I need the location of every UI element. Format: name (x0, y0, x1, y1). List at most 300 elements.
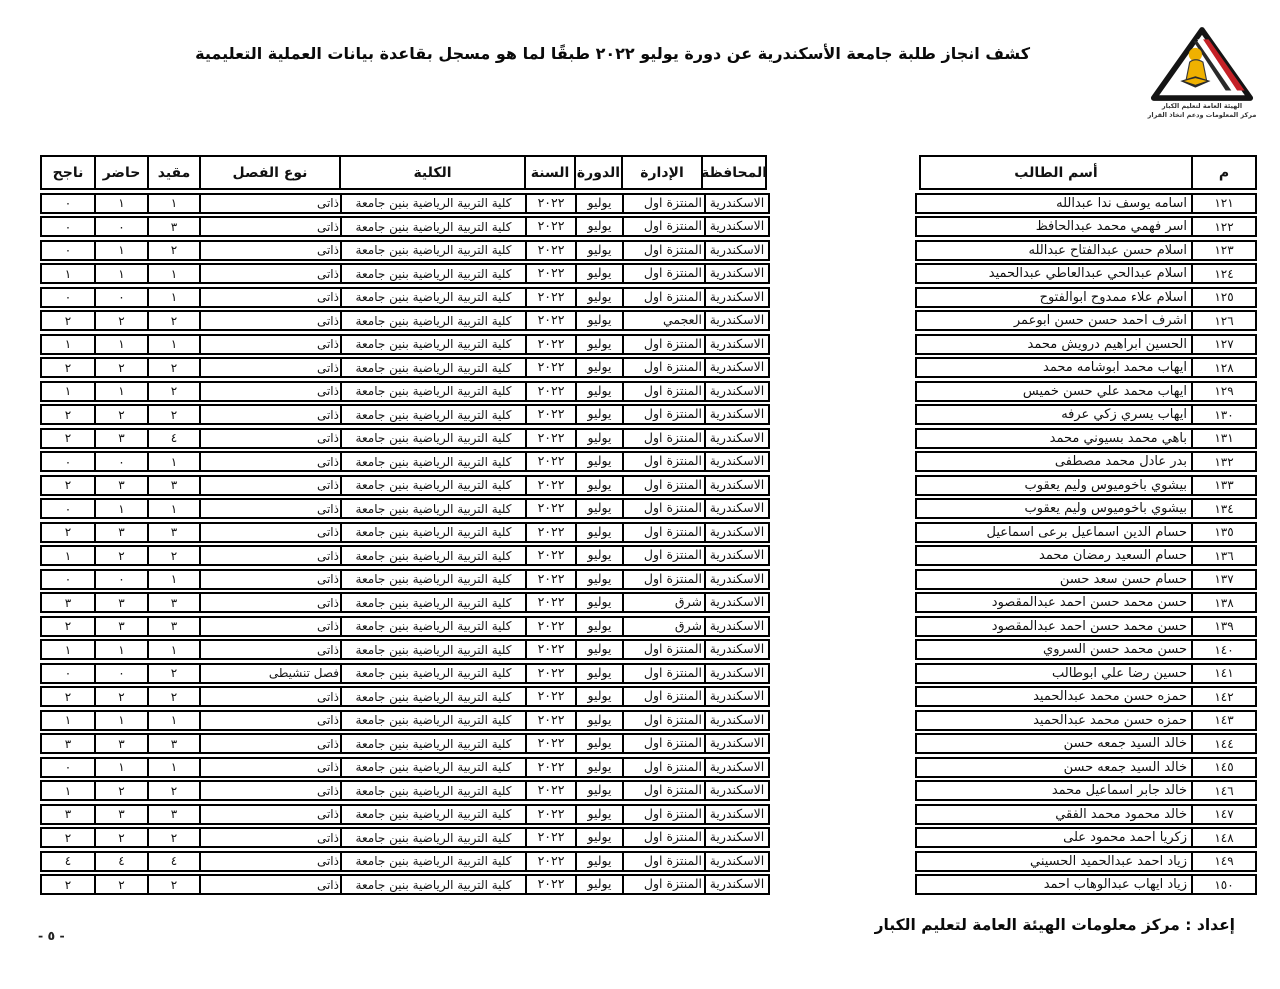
cell-governorate: الاسكندرية (709, 406, 765, 422)
cell-class-type: ذاتى (201, 735, 342, 752)
cell-enrolled: ٣ (149, 806, 201, 823)
adult-education-authority-logo-icon (1144, 26, 1260, 102)
cell-attended: ٢ (96, 359, 149, 376)
cell-row-number: ١٣٤ (1214, 501, 1234, 516)
cell-enrolled: ١ (149, 289, 201, 306)
cell-session: يوليو (577, 641, 624, 658)
row-group-details (40, 522, 770, 543)
cell-passed: ٠ (42, 242, 96, 259)
cell-college: كلية التربية الرياضية بنين جامعة (342, 242, 527, 259)
row-group-details (40, 639, 770, 660)
cell-college: كلية التربية الرياضية بنين جامعة (342, 477, 527, 494)
table-row (40, 451, 1257, 472)
row-group-id-name (915, 498, 1257, 519)
cell-year: ٢٠٢٢ (527, 195, 577, 212)
row-group-id-name (915, 334, 1257, 355)
cell-session: يوليو (577, 265, 624, 282)
row-group-id-name (915, 310, 1257, 331)
cell-passed: ٠ (42, 665, 96, 682)
cell-governorate: الاسكندرية (709, 711, 765, 727)
row-group-details (40, 451, 770, 472)
cell-class-type: ذاتى (201, 477, 342, 494)
cell-row-number: ١٥٠ (1214, 877, 1234, 892)
hidden-column-spacer (770, 334, 915, 355)
cell-administration: المنتزة اول (624, 477, 706, 494)
report-title: كشف انجاز طلبة جامعة الأسكندرية عن دورة يوليو ٢٠٢٢ طبقًا لما هو مسجل بقاعدة بيانات العملية التعليمية (195, 44, 1030, 63)
table-row (40, 522, 1257, 543)
row-group-details (40, 381, 770, 402)
cell-governorate: الاسكندرية (709, 570, 765, 586)
cell-passed: ٠ (42, 289, 96, 306)
cell-passed: ٢ (42, 524, 96, 541)
header-year: السنة (526, 157, 576, 188)
cell-year: ٢٠٢٢ (527, 477, 577, 494)
row-group-details (40, 686, 770, 707)
cell-class-type: ذاتى (201, 265, 342, 282)
table-row (40, 733, 1257, 754)
cell-administration: المنتزة اول (624, 359, 706, 376)
cell-governorate: الاسكندرية (709, 641, 765, 657)
cell-attended: ٣ (96, 524, 149, 541)
cell-administration: المنتزة اول (624, 383, 706, 400)
hidden-column-spacer (770, 710, 915, 731)
cell-session: يوليو (577, 571, 624, 588)
hidden-column-spacer (770, 216, 915, 237)
cell-class-type: ذاتى (201, 406, 342, 423)
cell-row-number: ١٢٨ (1214, 360, 1234, 375)
cell-administration: المنتزة اول (624, 712, 706, 729)
cell-administration: المنتزة اول (624, 336, 706, 353)
table-row (40, 404, 1257, 425)
cell-college: كلية التربية الرياضية بنين جامعة (342, 453, 527, 470)
cell-row-number: ١٢١ (1214, 196, 1234, 210)
cell-student-name: حسن محمد حسن احمد عبدالمقصود (917, 618, 1193, 635)
row-group-id-name (915, 874, 1257, 895)
cell-administration: المنتزة اول (624, 759, 706, 776)
cell-governorate: الاسكندرية (709, 829, 765, 845)
cell-student-name: باهي محمد بسيوني محمد (917, 430, 1193, 447)
cell-student-name: زياد احمد عبدالحميد الحسيني (917, 853, 1193, 870)
table-row (40, 216, 1257, 237)
cell-student-name: حسام الدين اسماعيل برعى اسماعيل (917, 524, 1193, 541)
table-row (40, 381, 1257, 402)
table-row (40, 334, 1257, 355)
cell-class-type: ذاتى (201, 782, 342, 799)
hidden-column-spacer (770, 569, 915, 590)
cell-year: ٢٠٢٢ (527, 547, 577, 564)
cell-student-name: بيشوي باخوميوس وليم يعقوب (917, 500, 1193, 517)
cell-row-number: ١٤٨ (1214, 830, 1234, 845)
table-row (40, 592, 1257, 613)
cell-governorate: الاسكندرية (709, 758, 765, 774)
cell-college: كلية التربية الرياضية بنين جامعة (342, 289, 527, 306)
hidden-column-spacer (770, 381, 915, 402)
cell-student-name: حسام السعيد رمضان محمد (917, 547, 1193, 564)
table-row (40, 686, 1257, 707)
cell-college: كلية التربية الرياضية بنين جامعة (342, 688, 527, 705)
cell-attended: ٢ (96, 782, 149, 799)
cell-governorate: الاسكندرية (709, 194, 765, 210)
cell-class-type: ذاتى (201, 453, 342, 470)
row-group-id-name (915, 851, 1257, 872)
cell-college: كلية التربية الرياضية بنين جامعة (342, 853, 527, 870)
cell-year: ٢٠٢٢ (527, 218, 577, 235)
cell-college: كلية التربية الرياضية بنين جامعة (342, 430, 527, 447)
cell-enrolled: ١ (149, 195, 201, 212)
row-group-details (40, 216, 770, 237)
cell-enrolled: ٢ (149, 242, 201, 259)
hidden-column-spacer (770, 639, 915, 660)
row-group-details (40, 592, 770, 613)
cell-student-name: اسلام حسن عبدالفتاح عبدالله (917, 242, 1193, 259)
cell-attended: ٣ (96, 430, 149, 447)
row-group-details (40, 827, 770, 848)
row-group-details (40, 428, 770, 449)
cell-session: يوليو (577, 759, 624, 776)
cell-row-number: ١٤٠ (1214, 642, 1234, 657)
cell-attended: ٢ (96, 876, 149, 893)
cell-enrolled: ١ (149, 500, 201, 517)
cell-session: يوليو (577, 477, 624, 494)
cell-session: يوليو (577, 782, 624, 799)
cell-enrolled: ٤ (149, 430, 201, 447)
cell-session: يوليو (577, 524, 624, 541)
hidden-column-spacer (770, 804, 915, 825)
cell-administration: المنتزة اول (624, 829, 706, 846)
cell-passed: ١ (42, 547, 96, 564)
cell-administration: المنتزة اول (624, 524, 706, 541)
cell-session: يوليو (577, 406, 624, 423)
cell-student-name: حسن محمد حسن السروي (917, 641, 1193, 658)
cell-administration: المنتزة اول (624, 547, 706, 564)
cell-class-type: ذاتى (201, 383, 342, 400)
row-group-id-name (915, 710, 1257, 731)
cell-governorate: الاسكندرية (709, 500, 765, 516)
hidden-column-spacer (767, 155, 919, 190)
cell-passed: ٣ (42, 735, 96, 752)
cell-attended: ٢ (96, 547, 149, 564)
row-group-details (40, 874, 770, 895)
cell-enrolled: ٢ (149, 383, 201, 400)
cell-passed: ٢ (42, 829, 96, 846)
table-row (40, 757, 1257, 778)
cell-passed: ١ (42, 641, 96, 658)
cell-enrolled: ٣ (149, 477, 201, 494)
cell-attended: ٠ (96, 665, 149, 682)
cell-passed: ١ (42, 782, 96, 799)
hidden-column-spacer (770, 451, 915, 472)
cell-attended: ٣ (96, 806, 149, 823)
cell-administration: المنتزة اول (624, 853, 706, 870)
hidden-column-spacer (770, 616, 915, 637)
table-row (40, 428, 1257, 449)
table-row (40, 287, 1257, 308)
cell-row-number: ١٤٢ (1214, 689, 1234, 704)
cell-attended: ١ (96, 641, 149, 658)
cell-year: ٢٠٢٢ (527, 618, 577, 635)
header-governorate: المحافظة (700, 164, 768, 181)
row-group-id-name (915, 475, 1257, 496)
header-enrolled: مقيد (149, 157, 201, 188)
cell-college: كلية التربية الرياضية بنين جامعة (342, 759, 527, 776)
table-row (40, 780, 1257, 801)
cell-attended: ٢ (96, 688, 149, 705)
cell-passed: ٢ (42, 688, 96, 705)
cell-row-number: ١٣١ (1214, 431, 1234, 445)
cell-attended: ٠ (96, 289, 149, 306)
cell-governorate: الاسكندرية (709, 359, 765, 375)
cell-class-type: ذاتى (201, 618, 342, 635)
cell-governorate: الاسكندرية (709, 594, 765, 610)
hidden-column-spacer (770, 428, 915, 449)
header-passed: ناجح (42, 157, 96, 188)
cell-governorate: الاسكندرية (709, 735, 765, 751)
table-row (40, 663, 1257, 684)
cell-year: ٢٠٢٢ (527, 500, 577, 517)
cell-attended: ٣ (96, 594, 149, 611)
cell-session: يوليو (577, 688, 624, 705)
row-group-id-name (915, 240, 1257, 261)
table-row (40, 710, 1257, 731)
cell-row-number: ١٤١ (1214, 666, 1234, 680)
cell-enrolled: ٣ (149, 735, 201, 752)
cell-passed: ١ (42, 265, 96, 282)
cell-enrolled: ٢ (149, 829, 201, 846)
students-table (40, 155, 1257, 895)
cell-year: ٢٠٢٢ (527, 289, 577, 306)
cell-attended: ١ (96, 383, 149, 400)
row-group-id-name (915, 780, 1257, 801)
hidden-column-spacer (770, 827, 915, 848)
cell-student-name: حمزه حسن محمد عبدالحميد (917, 688, 1193, 705)
hidden-column-spacer (770, 780, 915, 801)
cell-student-name: اسامه يوسف ندا عبدالله (917, 195, 1193, 212)
cell-class-type: ذاتى (201, 336, 342, 353)
row-group-details (40, 475, 770, 496)
cell-session: يوليو (577, 336, 624, 353)
cell-administration: المنتزة اول (624, 735, 706, 752)
cell-enrolled: ١ (149, 571, 201, 588)
table-row (40, 310, 1257, 331)
cell-passed: ٢ (42, 430, 96, 447)
cell-session: يوليو (577, 712, 624, 729)
cell-row-number: ١٣٥ (1214, 525, 1234, 539)
cell-passed: ١ (42, 336, 96, 353)
cell-session: يوليو (577, 218, 624, 235)
cell-college: كلية التربية الرياضية بنين جامعة (342, 359, 527, 376)
cell-governorate: الاسكندرية (709, 218, 765, 234)
cell-governorate: الاسكندرية (709, 617, 765, 633)
cell-enrolled: ٢ (149, 547, 201, 564)
cell-class-type: ذاتى (201, 594, 342, 611)
cell-attended: ١ (96, 500, 149, 517)
cell-student-name: خالد محمود محمد الفقي (917, 806, 1193, 823)
cell-class-type: ذاتى (201, 359, 342, 376)
cell-college: كلية التربية الرياضية بنين جامعة (342, 735, 527, 752)
cell-row-number: ١٢٣ (1214, 243, 1234, 257)
cell-row-number: ١٢٢ (1214, 219, 1234, 234)
cell-passed: ٠ (42, 500, 96, 517)
cell-enrolled: ٢ (149, 782, 201, 799)
cell-year: ٢٠٢٢ (527, 265, 577, 282)
table-row (40, 475, 1257, 496)
cell-enrolled: ٢ (149, 312, 201, 329)
cell-attended: ١ (96, 265, 149, 282)
cell-class-type: ذاتى (201, 853, 342, 870)
cell-row-number: ١٤٧ (1214, 807, 1234, 821)
row-group-details (40, 663, 770, 684)
cell-class-type: ذاتى (201, 500, 342, 517)
cell-passed: ٣ (42, 806, 96, 823)
row-group-id-name (915, 616, 1257, 637)
cell-administration: المنتزة اول (624, 265, 706, 282)
cell-student-name: خالد السيد جمعه حسن (917, 759, 1193, 776)
cell-session: يوليو (577, 453, 624, 470)
cell-session: يوليو (577, 195, 624, 212)
cell-governorate: الاسكندرية (709, 876, 765, 892)
cell-administration: المنتزة اول (624, 782, 706, 799)
cell-row-number: ١٤٥ (1214, 760, 1234, 774)
cell-student-name: ايهاب يسري زكي عرفه (917, 406, 1193, 423)
cell-row-number: ١٢٥ (1214, 290, 1234, 304)
cell-row-number: ١٢٧ (1214, 337, 1234, 351)
cell-session: يوليو (577, 594, 624, 611)
row-group-id-name (915, 545, 1257, 566)
cell-class-type: ذاتى (201, 218, 342, 235)
cell-year: ٢٠٢٢ (527, 735, 577, 752)
cell-governorate: الاسكندرية (709, 335, 765, 351)
cell-row-number: ١٣٣ (1214, 478, 1234, 492)
cell-enrolled: ٢ (149, 406, 201, 423)
cell-attended: ٣ (96, 477, 149, 494)
cell-year: ٢٠٢٢ (527, 641, 577, 658)
table-row (40, 263, 1257, 284)
cell-student-name: اشرف احمد حسن حسن ابوعمر (917, 312, 1193, 329)
cell-year: ٢٠٢٢ (527, 712, 577, 729)
cell-session: يوليو (577, 735, 624, 752)
cell-governorate: الاسكندرية (709, 265, 765, 281)
cell-attended: ١ (96, 759, 149, 776)
cell-enrolled: ٣ (149, 218, 201, 235)
footer-prepared-by: إعداد : مركز معلومات الهيئة العامة لتعليم الكبار (874, 916, 1235, 934)
cell-passed: ١ (42, 383, 96, 400)
hidden-column-spacer (770, 522, 915, 543)
cell-session: يوليو (577, 242, 624, 259)
cell-student-name: زياد ايهاب عبدالوهاب احمد (917, 876, 1193, 893)
logo-org-name: الهيئة العامة لتعليم الكبار (1161, 102, 1243, 110)
hidden-column-spacer (770, 733, 915, 754)
cell-college: كلية التربية الرياضية بنين جامعة (342, 312, 527, 329)
cell-governorate: الاسكندرية (709, 523, 765, 539)
cell-passed: ٠ (42, 759, 96, 776)
hidden-column-spacer (770, 263, 915, 284)
cell-class-type: ذاتى (201, 289, 342, 306)
cell-class-type: ذاتى (201, 242, 342, 259)
cell-year: ٢٠٢٢ (527, 571, 577, 588)
cell-row-number: ١٣٢ (1214, 454, 1234, 469)
cell-college: كلية التربية الرياضية بنين جامعة (342, 406, 527, 423)
hidden-column-spacer (770, 686, 915, 707)
cell-passed: ٤ (42, 853, 96, 870)
row-group-details (40, 569, 770, 590)
table-row (40, 240, 1257, 261)
row-group-details (40, 193, 770, 214)
cell-administration: المنتزة اول (624, 195, 706, 212)
table-row (40, 639, 1257, 660)
cell-administration: المنتزة اول (624, 571, 706, 588)
header-session: الدورة (576, 157, 623, 188)
row-group-id-name (915, 357, 1257, 378)
cell-student-name: حسن محمد حسن احمد عبدالمقصود (917, 594, 1193, 611)
cell-college: كلية التربية الرياضية بنين جامعة (342, 665, 527, 682)
cell-passed: ٢ (42, 359, 96, 376)
cell-college: كلية التربية الرياضية بنين جامعة (342, 500, 527, 517)
cell-governorate: الاسكندرية (709, 476, 765, 492)
row-group-details (40, 404, 770, 425)
cell-administration: المنتزة اول (624, 641, 706, 658)
cell-student-name: خالد السيد جمعه حسن (917, 735, 1193, 752)
cell-row-number: ١٣٧ (1214, 572, 1234, 586)
cell-governorate: الاسكندرية (709, 805, 765, 821)
cell-year: ٢٠٢٢ (527, 806, 577, 823)
cell-college: كلية التربية الرياضية بنين جامعة (342, 547, 527, 564)
cell-administration: شرق (624, 594, 706, 611)
row-group-id-name (915, 287, 1257, 308)
cell-row-number: ١٤٦ (1214, 783, 1234, 798)
cell-year: ٢٠٢٢ (527, 829, 577, 846)
cell-year: ٢٠٢٢ (527, 383, 577, 400)
hidden-column-spacer (770, 404, 915, 425)
cell-enrolled: ٤ (149, 853, 201, 870)
cell-row-number: ١٣٠ (1214, 407, 1234, 422)
table-row (40, 616, 1257, 637)
cell-passed: ٠ (42, 571, 96, 588)
cell-session: يوليو (577, 500, 624, 517)
row-group-id-name (915, 381, 1257, 402)
cell-governorate: الاسكندرية (709, 664, 765, 680)
cell-session: يوليو (577, 806, 624, 823)
cell-passed: ٣ (42, 594, 96, 611)
cell-attended: ٢ (96, 406, 149, 423)
row-group-details (40, 334, 770, 355)
cell-governorate: الاسكندرية (709, 688, 765, 704)
hidden-column-spacer (770, 851, 915, 872)
cell-student-name: خالد جابر اسماعيل محمد (917, 782, 1193, 799)
cell-administration: المنتزة اول (624, 406, 706, 423)
table-row (40, 498, 1257, 519)
row-group-details (40, 851, 770, 872)
cell-college: كلية التربية الرياضية بنين جامعة (342, 782, 527, 799)
cell-session: يوليو (577, 430, 624, 447)
cell-class-type: ذاتى (201, 759, 342, 776)
cell-administration: المنتزة اول (624, 876, 706, 893)
cell-administration: المنتزة اول (624, 453, 706, 470)
cell-enrolled: ١ (149, 265, 201, 282)
cell-enrolled: ٣ (149, 618, 201, 635)
row-group-id-name (915, 216, 1257, 237)
cell-administration: المنتزة اول (624, 289, 706, 306)
cell-year: ٢٠٢٢ (527, 665, 577, 682)
cell-class-type: ذاتى (201, 312, 342, 329)
cell-class-type: ذاتى (201, 876, 342, 893)
cell-year: ٢٠٢٢ (527, 453, 577, 470)
table-row (40, 193, 1257, 214)
cell-year: ٢٠٢٢ (527, 782, 577, 799)
cell-row-number: ١٢٦ (1214, 313, 1234, 328)
cell-year: ٢٠٢٢ (527, 336, 577, 353)
cell-attended: ٤ (96, 853, 149, 870)
cell-attended: ٠ (96, 571, 149, 588)
